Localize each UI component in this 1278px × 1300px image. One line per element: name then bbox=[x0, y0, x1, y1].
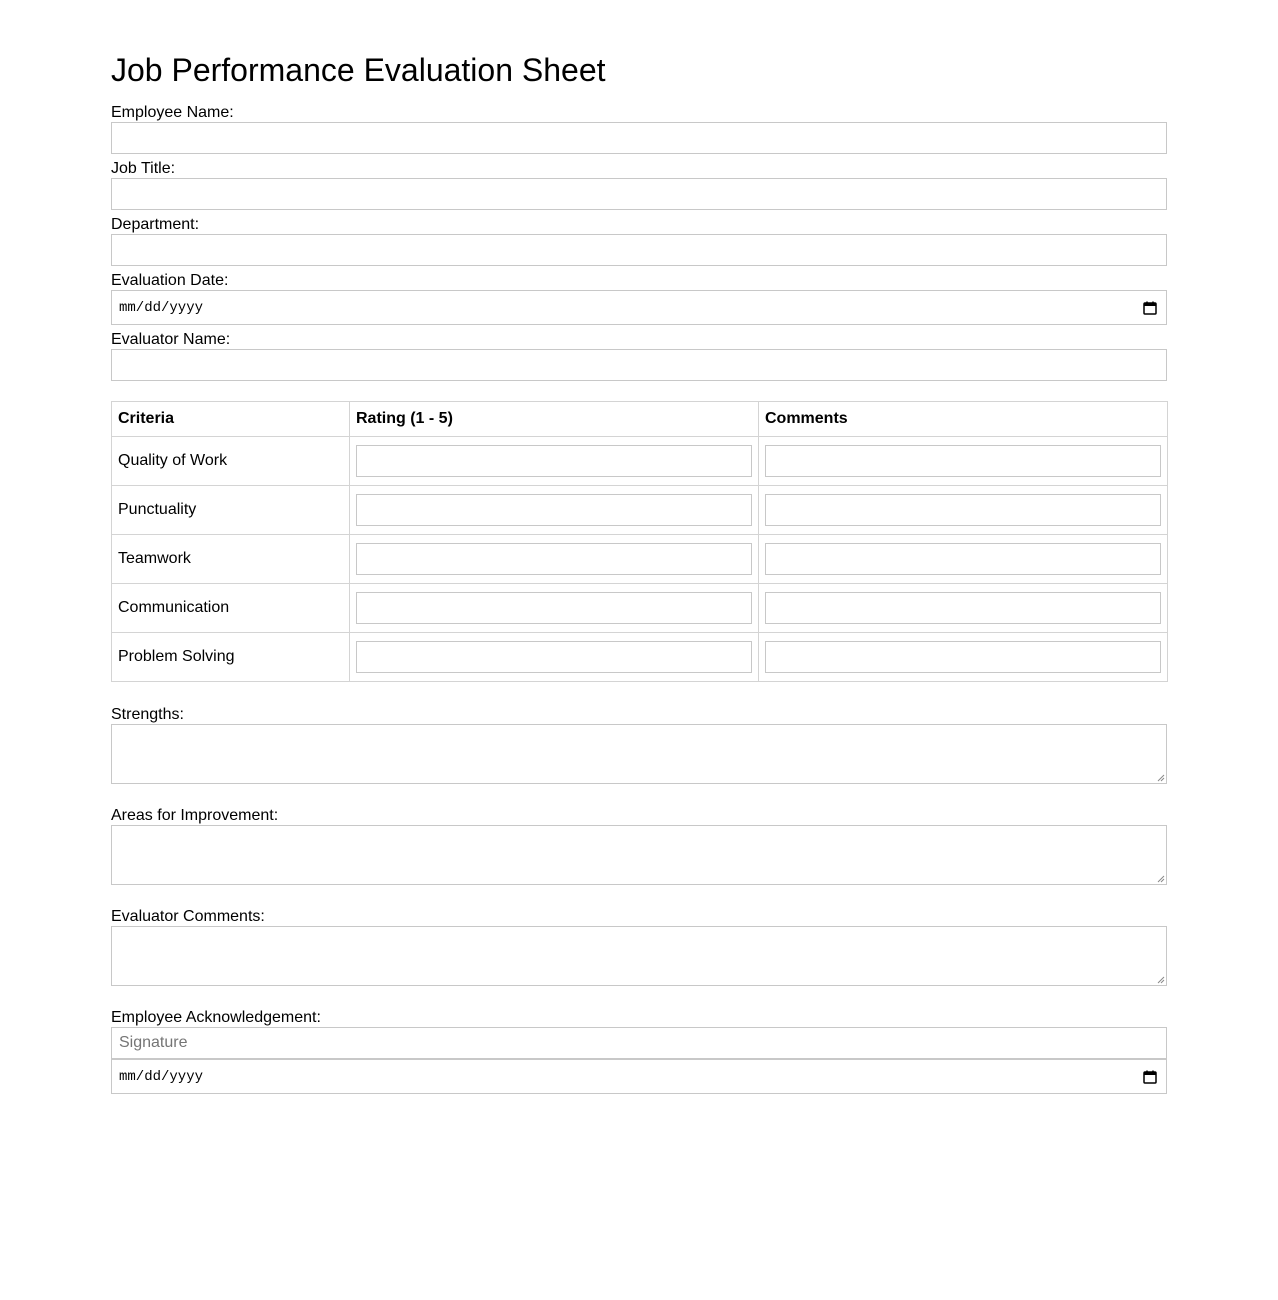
table-row bbox=[112, 437, 1168, 486]
job-title-label: Job Title: bbox=[111, 160, 176, 177]
table-header-row bbox=[112, 402, 1168, 437]
evaluator-name-label: Evaluator Name: bbox=[111, 331, 231, 348]
rating-cell bbox=[350, 633, 759, 682]
criterion-label: Communication bbox=[112, 584, 350, 633]
improvement-section bbox=[111, 807, 1167, 885]
calendar-icon[interactable] bbox=[1142, 300, 1158, 316]
rating-input[interactable] bbox=[356, 494, 752, 526]
table-row bbox=[112, 633, 1168, 682]
rating-input[interactable] bbox=[356, 592, 752, 624]
improvement-textarea[interactable] bbox=[111, 825, 1167, 885]
table-row bbox=[112, 486, 1168, 535]
evaluation-date-value: mm/dd/yyyy bbox=[119, 299, 204, 316]
employee-name-label: Employee Name: bbox=[111, 104, 234, 121]
comments-cell bbox=[759, 486, 1168, 535]
criteria-table bbox=[111, 401, 1168, 682]
evaluator-name-input[interactable] bbox=[111, 349, 1167, 381]
rating-input[interactable] bbox=[356, 445, 752, 477]
rating-header: Rating (1 - 5) bbox=[350, 402, 759, 437]
rating-input[interactable] bbox=[356, 641, 752, 673]
evaluator-comments-section bbox=[111, 908, 1167, 986]
evaluation-form bbox=[111, 0, 1167, 1094]
strengths-textarea[interactable] bbox=[111, 724, 1167, 784]
criterion-label: Quality of Work bbox=[112, 437, 350, 486]
evaluator-comments-textarea[interactable] bbox=[111, 926, 1167, 986]
comments-cell bbox=[759, 584, 1168, 633]
evaluation-date-label: Evaluation Date: bbox=[111, 272, 229, 289]
strengths-section bbox=[111, 706, 1167, 784]
rating-cell bbox=[350, 535, 759, 584]
calendar-icon[interactable] bbox=[1142, 1069, 1158, 1085]
criteria-header: Criteria bbox=[112, 402, 350, 437]
table-row bbox=[112, 535, 1168, 584]
criterion-label: Teamwork bbox=[112, 535, 350, 584]
acknowledgement-label: Employee Acknowledgement: bbox=[111, 1009, 321, 1026]
department-input[interactable] bbox=[111, 234, 1167, 266]
acknowledgement-section bbox=[111, 1009, 1167, 1094]
job-title-input[interactable] bbox=[111, 178, 1167, 210]
table-row bbox=[112, 584, 1168, 633]
comments-input[interactable] bbox=[765, 543, 1161, 575]
rating-input[interactable] bbox=[356, 543, 752, 575]
comments-input[interactable] bbox=[765, 641, 1161, 673]
criterion-label: Problem Solving bbox=[112, 633, 350, 682]
strengths-label: Strengths: bbox=[111, 706, 184, 723]
improvement-label: Areas for Improvement: bbox=[111, 807, 279, 824]
comments-cell bbox=[759, 437, 1168, 486]
rating-cell bbox=[350, 486, 759, 535]
comments-cell bbox=[759, 633, 1168, 682]
comments-header: Comments bbox=[759, 402, 1168, 437]
signature-input[interactable]: Signature bbox=[111, 1027, 1167, 1059]
criterion-label: Punctuality bbox=[112, 486, 350, 535]
employee-name-input[interactable] bbox=[111, 122, 1167, 154]
resize-grip-icon[interactable] bbox=[1157, 976, 1165, 984]
rating-cell bbox=[350, 584, 759, 633]
resize-grip-icon[interactable] bbox=[1157, 774, 1165, 782]
acknowledgement-date-input[interactable] bbox=[111, 1059, 1167, 1094]
evaluator-comments-label: Evaluator Comments: bbox=[111, 908, 265, 925]
acknowledgement-date-value: mm/dd/yyyy bbox=[119, 1068, 204, 1085]
rating-cell bbox=[350, 437, 759, 486]
comments-input[interactable] bbox=[765, 445, 1161, 477]
page-title: Job Performance Evaluation Sheet bbox=[111, 52, 606, 88]
resize-grip-icon[interactable] bbox=[1157, 875, 1165, 883]
comments-input[interactable] bbox=[765, 592, 1161, 624]
department-label: Department: bbox=[111, 216, 200, 233]
evaluation-date-input[interactable] bbox=[111, 290, 1167, 325]
comments-input[interactable] bbox=[765, 494, 1161, 526]
comments-cell bbox=[759, 535, 1168, 584]
